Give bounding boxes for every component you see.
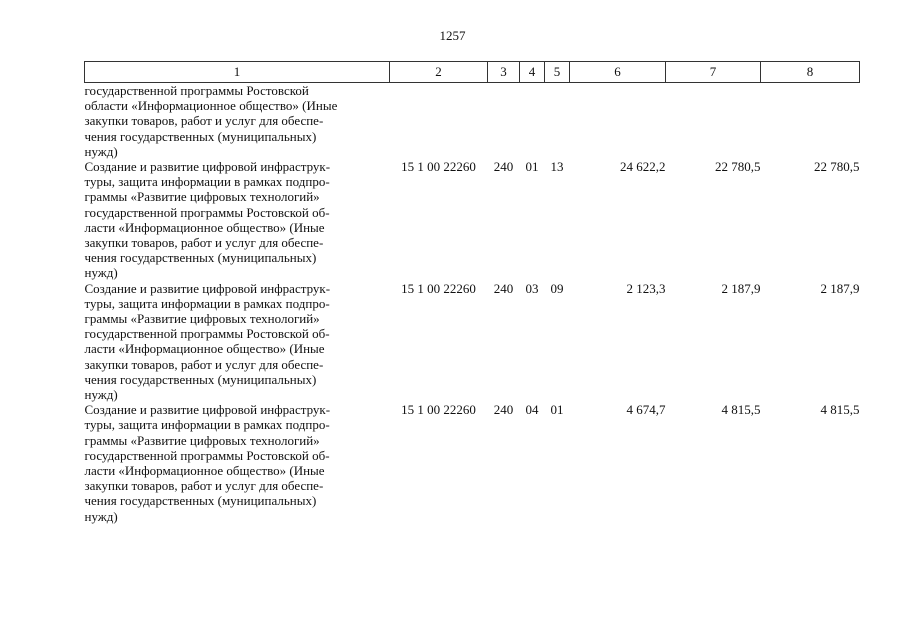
description-line: ласти «Информационное общество» (Иные — [84, 463, 325, 479]
description-line: нужд) — [84, 387, 118, 403]
header-cell-4: 4 — [520, 62, 545, 83]
description-line: граммы «Развитие цифровых технологий» — [84, 189, 320, 205]
description-line: чения государственных (муниципальных) — [84, 128, 317, 144]
target-code-cell: 15 1 00 22260 — [401, 159, 476, 175]
description-line: области «Информационное общество» (Иные — [84, 98, 338, 114]
description-line: Создание и развитие цифровой инфраструк- — [84, 402, 331, 418]
expense-type-cell: 240 — [493, 402, 514, 418]
description-line: ласти «Информационное общество» (Иные — [84, 219, 325, 235]
amount-year-3-cell: 22 780,5 — [814, 159, 860, 175]
description-line: граммы «Развитие цифровых технологий» — [84, 311, 320, 327]
description-line: чения государственных (муниципальных) — [84, 371, 317, 387]
description-line: закупки товаров, работ и услуг для обеспе- — [84, 478, 324, 494]
description-line: нужд) — [84, 508, 118, 524]
description-line: Создание и развитие цифровой инфраструк- — [84, 159, 331, 175]
target-code-cell: 15 1 00 22260 — [401, 280, 476, 296]
table-row — [85, 402, 860, 524]
amount-year-3-cell: 4 815,5 — [820, 402, 860, 418]
description-line: ласти «Информационное общество» (Иные — [84, 341, 325, 357]
amount-year-2-cell: 4 815,5 — [721, 402, 761, 418]
row-description — [85, 281, 390, 403]
amount-year-1-cell: 4 674,7 — [626, 402, 666, 418]
description-line: туры, защита информации в рамках подпро- — [84, 295, 330, 311]
expense-type-cell: 240 — [493, 280, 514, 296]
header-cell-3: 3 — [488, 62, 520, 83]
amount-year-1-cell: 24 622,2 — [620, 159, 666, 175]
amount-year-2-cell: 2 187,9 — [721, 280, 761, 296]
description-line: государственной программы Ростовской об- — [84, 326, 330, 342]
budget-table — [84, 61, 860, 524]
description-line: государственной программы Ростовской об- — [84, 447, 330, 463]
expense-type-cell: 240 — [493, 159, 514, 175]
section-cell: 04 — [525, 402, 539, 418]
description-line: граммы «Развитие цифровых технологий» — [84, 432, 320, 448]
continuation-description — [85, 83, 390, 160]
description-line: чения государственных (муниципальных) — [84, 250, 317, 266]
description-line: закупки товаров, работ и услуг для обеспе- — [84, 113, 324, 129]
description-line: туры, защита информации в рамках подпро- — [84, 174, 330, 190]
header-cell-7: 7 — [666, 62, 761, 83]
header-row — [85, 62, 860, 83]
description-line: государственной программы Ростовской — [84, 83, 309, 98]
description-line: Создание и развитие цифровой инфраструк- — [84, 280, 331, 296]
table-row — [85, 281, 860, 403]
amount-year-3-cell: 2 187,9 — [820, 280, 860, 296]
description-line: закупки товаров, работ и услуг для обеспе- — [84, 235, 324, 251]
section-cell: 03 — [525, 280, 539, 296]
description-line: нужд) — [84, 265, 118, 281]
row-description — [85, 159, 390, 281]
section-cell: 01 — [525, 159, 539, 175]
header-cell-6: 6 — [570, 62, 666, 83]
page-number: 1257 — [439, 28, 466, 43]
table-body — [85, 83, 860, 524]
header-cell-8: 8 — [761, 62, 860, 83]
amount-year-1-cell: 2 123,3 — [626, 280, 666, 296]
header-cell-1: 1 — [85, 62, 390, 83]
description-line: государственной программы Ростовской об- — [84, 204, 330, 220]
subsection-cell: 13 — [550, 159, 564, 175]
target-code-cell: 15 1 00 22260 — [401, 402, 476, 418]
description-line: нужд) — [84, 143, 118, 159]
description-line: чения государственных (муниципальных) — [84, 493, 317, 509]
header-cell-5: 5 — [545, 62, 570, 83]
description-line: туры, защита информации в рамках подпро- — [84, 417, 330, 433]
header-cell-2: 2 — [390, 62, 488, 83]
table-row — [85, 159, 860, 281]
row-description — [85, 402, 390, 524]
subsection-cell: 01 — [550, 402, 564, 418]
amount-year-2-cell: 22 780,5 — [715, 159, 761, 175]
continuation-row — [85, 83, 860, 160]
subsection-cell: 09 — [550, 280, 564, 296]
description-line: закупки товаров, работ и услуг для обеспе- — [84, 356, 324, 372]
